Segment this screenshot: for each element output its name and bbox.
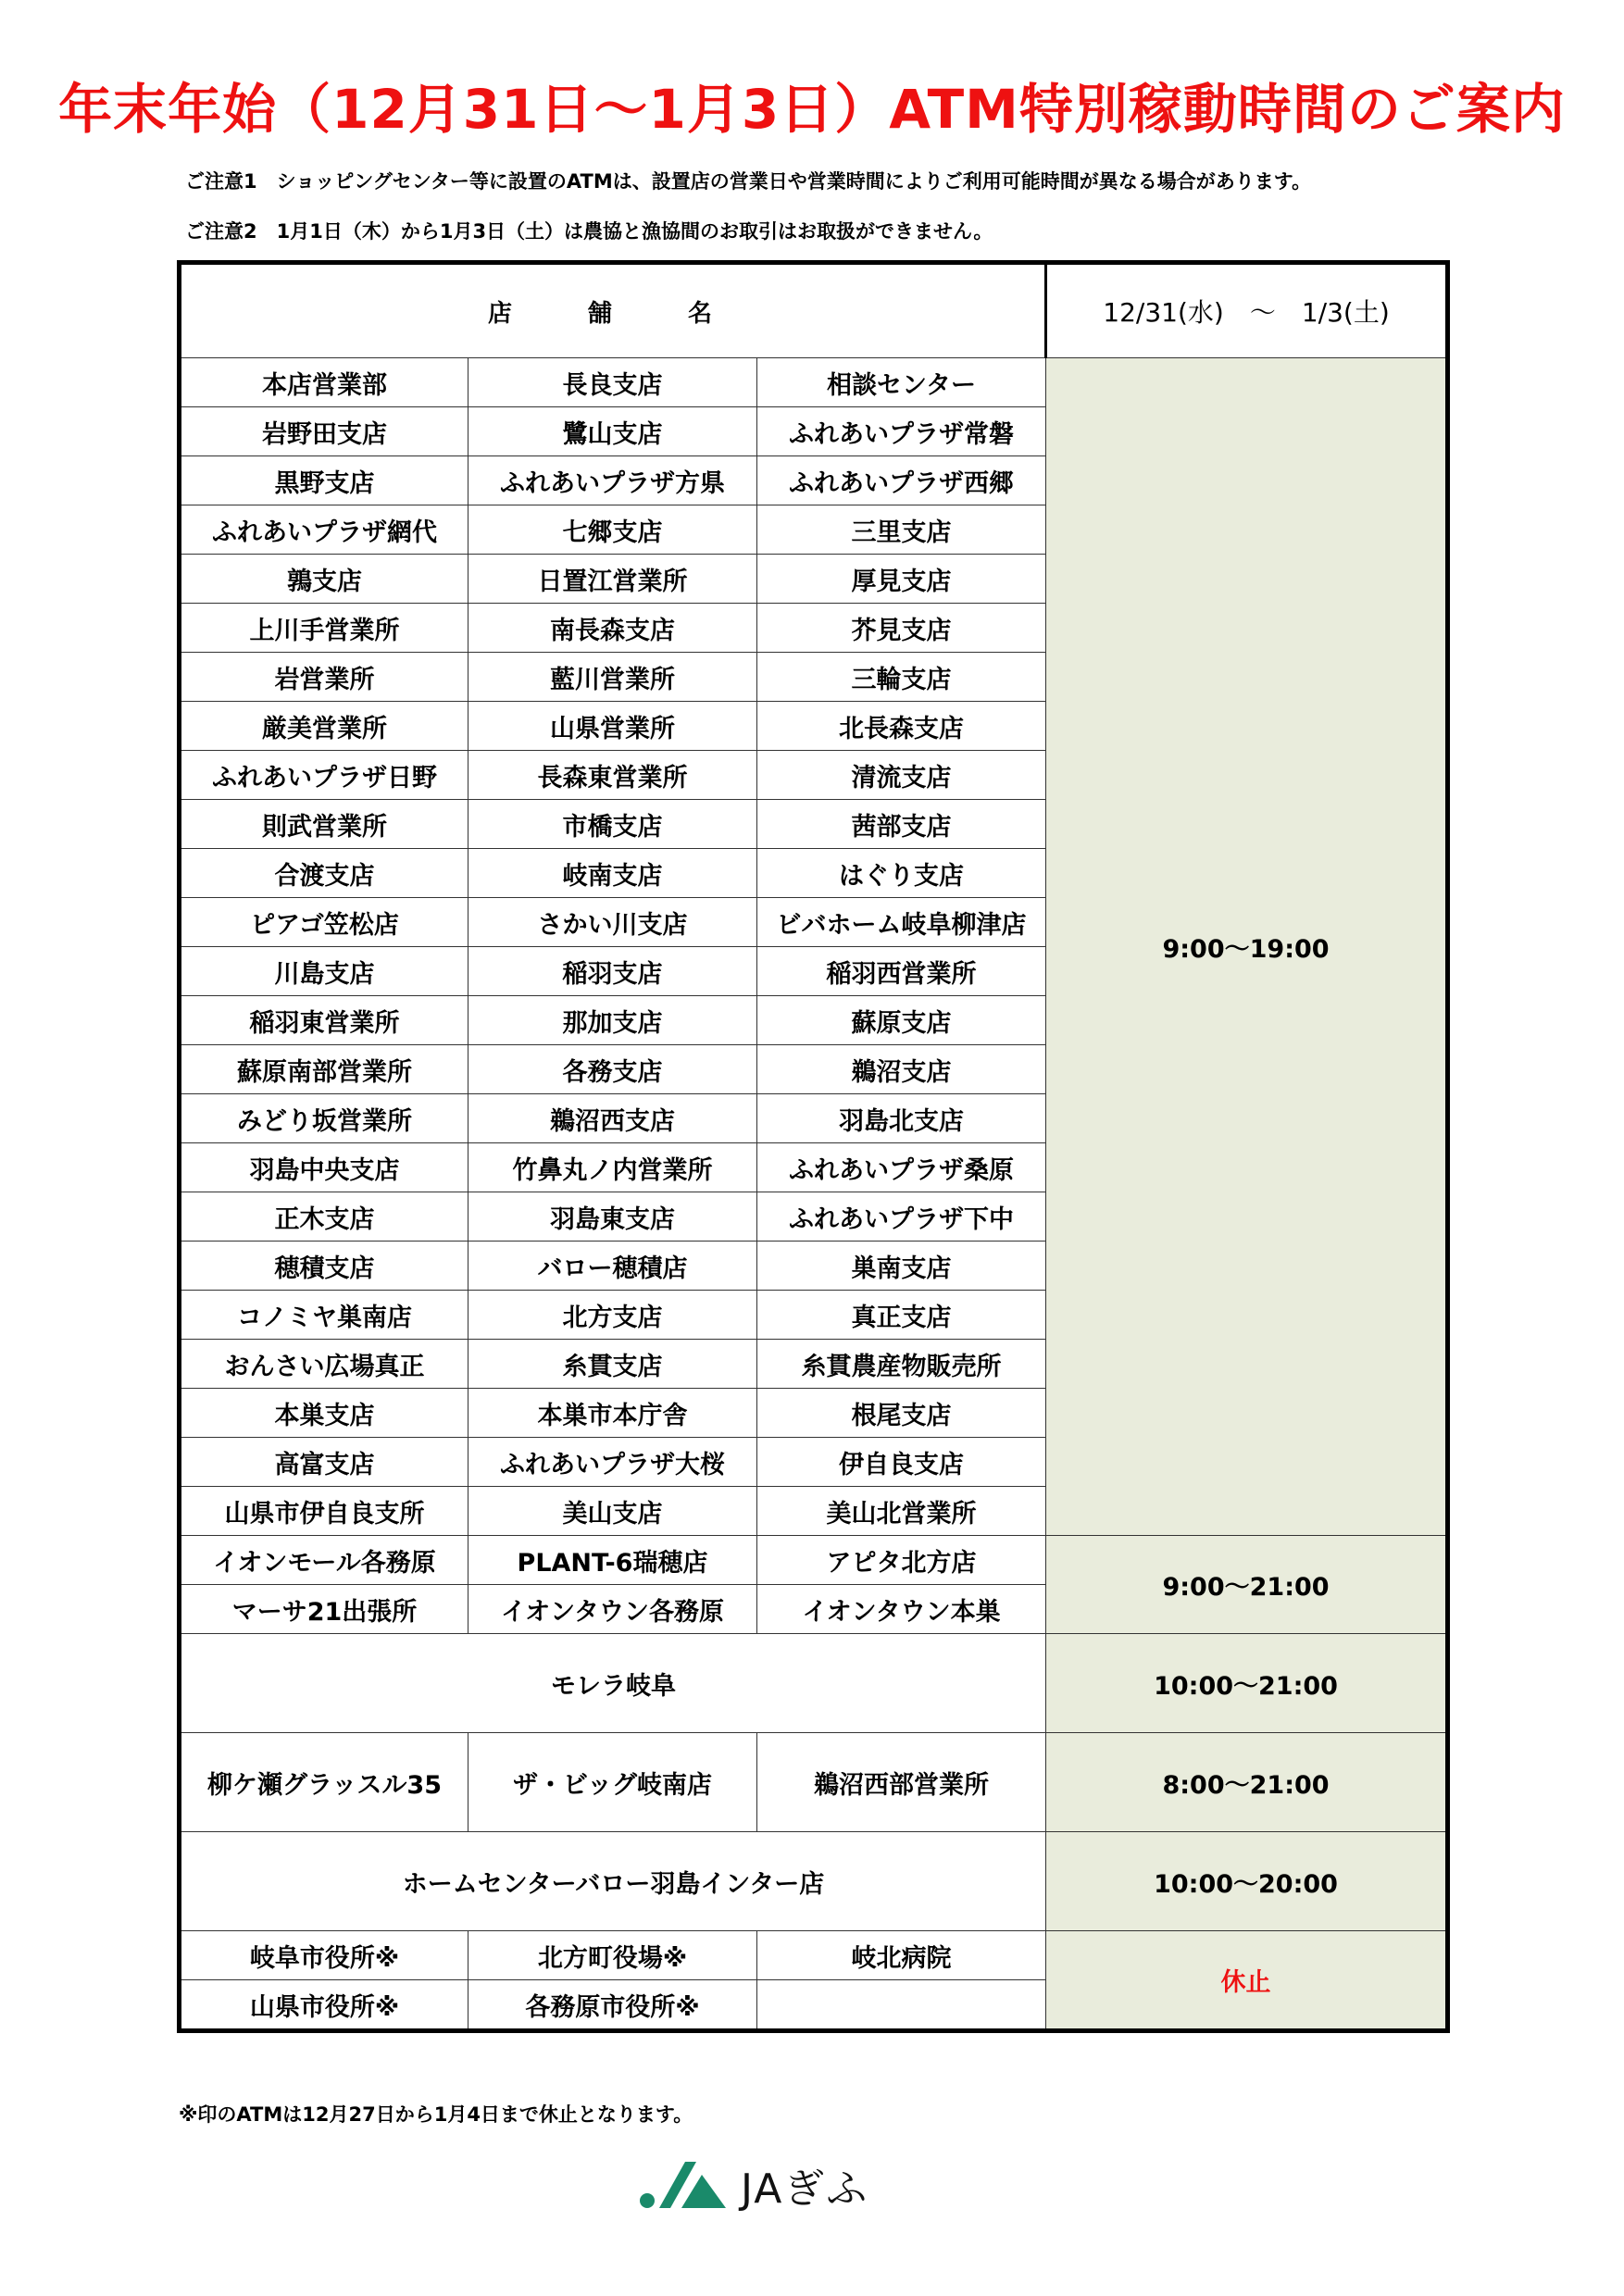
store-name: 糸貫支店 bbox=[468, 1340, 757, 1389]
store-name: 鵜沼西支店 bbox=[468, 1094, 757, 1143]
store-name: 北長森支店 bbox=[757, 702, 1046, 751]
store-name: ふれあいプラザ桑原 bbox=[757, 1143, 1046, 1192]
store-name: ふれあいプラザ常磐 bbox=[757, 407, 1046, 456]
store-name: 穂積支店 bbox=[180, 1242, 468, 1291]
hours-cell: 10:00～20:00 bbox=[1046, 1832, 1448, 1931]
store-name: 那加支店 bbox=[468, 996, 757, 1045]
store-name: イオンタウン本巣 bbox=[757, 1585, 1046, 1634]
store-name: 正木支店 bbox=[180, 1192, 468, 1242]
store-name: はぐり支店 bbox=[757, 849, 1046, 898]
store-name: 鵜沼西部営業所 bbox=[757, 1733, 1046, 1832]
footnote: ※印のATMは12月27日から1月4日まで休止となります。 bbox=[179, 2103, 693, 2126]
store-name: 黒野支店 bbox=[180, 456, 468, 505]
ja-gifu-logo bbox=[639, 2152, 868, 2217]
store-name: 厚見支店 bbox=[757, 555, 1046, 604]
store-name: ふれあいプラザ大桜 bbox=[468, 1438, 757, 1487]
store-name: 岩野田支店 bbox=[180, 407, 468, 456]
store-name: 羽島中央支店 bbox=[180, 1143, 468, 1192]
closed-label: 休止 bbox=[1046, 1931, 1448, 2031]
store-name: 藍川営業所 bbox=[468, 653, 757, 702]
table-row bbox=[180, 1536, 1448, 1585]
store-name: 三輪支店 bbox=[757, 653, 1046, 702]
hours-cell: 8:00～21:00 bbox=[1046, 1733, 1448, 1832]
store-name: 北方支店 bbox=[468, 1291, 757, 1340]
store-name: 厳美営業所 bbox=[180, 702, 468, 751]
store-name: 伊自良支店 bbox=[757, 1438, 1046, 1487]
store-name: 日置江営業所 bbox=[468, 555, 757, 604]
table-row bbox=[180, 358, 1448, 407]
store-name: ふれあいプラザ方県 bbox=[468, 456, 757, 505]
store-name: ふれあいプラザ日野 bbox=[180, 751, 468, 800]
store-name: おんさい広場真正 bbox=[180, 1340, 468, 1389]
table-row bbox=[180, 1832, 1448, 1931]
store-name: 稲羽東営業所 bbox=[180, 996, 468, 1045]
store-name: ホームセンターバロー羽島インター店 bbox=[180, 1832, 1046, 1931]
store-name: 岐南支店 bbox=[468, 849, 757, 898]
store-name: バロー穂積店 bbox=[468, 1242, 757, 1291]
store-name: 鶉支店 bbox=[180, 555, 468, 604]
store-name: さかい川支店 bbox=[468, 898, 757, 947]
table-header-row bbox=[180, 263, 1448, 358]
store-name: 各務支店 bbox=[468, 1045, 757, 1094]
store-name: 山県市伊自良支所 bbox=[180, 1487, 468, 1536]
store-name: 竹鼻丸ノ内営業所 bbox=[468, 1143, 757, 1192]
store-name: PLANT-6瑞穂店 bbox=[468, 1536, 757, 1585]
store-name: 美山北営業所 bbox=[757, 1487, 1046, 1536]
store-name: 岐阜市役所※ bbox=[180, 1931, 468, 1980]
store-name: 巣南支店 bbox=[757, 1242, 1046, 1291]
header-period: 12/31(水) ～ 1/3(土) bbox=[1046, 263, 1448, 358]
page-title: 年末年始（12月31日～1月3日）ATM特別稼動時間のご案内 bbox=[58, 78, 1566, 141]
store-name: 稲羽支店 bbox=[468, 947, 757, 996]
store-name: アピタ北方店 bbox=[757, 1536, 1046, 1585]
store-name: 蘇原南部営業所 bbox=[180, 1045, 468, 1094]
header-store-name: 店 舗 名 bbox=[180, 263, 1046, 358]
store-name: 稲羽西営業所 bbox=[757, 947, 1046, 996]
store-name: 糸貫農産物販売所 bbox=[757, 1340, 1046, 1389]
store-name: 川島支店 bbox=[180, 947, 468, 996]
store-name: イオンタウン各務原 bbox=[468, 1585, 757, 1634]
store-name: 南長森支店 bbox=[468, 604, 757, 653]
store-name: 岐北病院 bbox=[757, 1931, 1046, 1980]
store-name: 各務原市役所※ bbox=[468, 1980, 757, 2031]
store-name: 茜部支店 bbox=[757, 800, 1046, 849]
store-name: 岩営業所 bbox=[180, 653, 468, 702]
logo-text: JAぎふ bbox=[741, 2165, 869, 2213]
store-name: 鷺山支店 bbox=[468, 407, 757, 456]
store-name: 則武営業所 bbox=[180, 800, 468, 849]
store-name: 鵜沼支店 bbox=[757, 1045, 1046, 1094]
store-name: 山県営業所 bbox=[468, 702, 757, 751]
atm-hours-table bbox=[177, 260, 1450, 2033]
note-1: ご注意1 ショッピングセンター等に設置のATMは、設置店の営業日や営業時間によりご利用可能時間が異なる場合があります。 bbox=[185, 170, 1312, 193]
store-name: 羽島東支店 bbox=[468, 1192, 757, 1242]
hours-cell: 9:00～21:00 bbox=[1046, 1536, 1448, 1634]
ja-logo-icon bbox=[639, 2160, 728, 2210]
store-name: コノミヤ巣南店 bbox=[180, 1291, 468, 1340]
store-name: 羽島北支店 bbox=[757, 1094, 1046, 1143]
store-name: 蘇原支店 bbox=[757, 996, 1046, 1045]
store-name: 美山支店 bbox=[468, 1487, 757, 1536]
store-name: 清流支店 bbox=[757, 751, 1046, 800]
store-name: ピアゴ笠松店 bbox=[180, 898, 468, 947]
store-name: 市橋支店 bbox=[468, 800, 757, 849]
store-name: みどり坂営業所 bbox=[180, 1094, 468, 1143]
store-name: ふれあいプラザ下中 bbox=[757, 1192, 1046, 1242]
store-name: 本巣市本庁舎 bbox=[468, 1389, 757, 1438]
store-name: ビバホーム岐阜柳津店 bbox=[757, 898, 1046, 947]
store-name: モレラ岐阜 bbox=[180, 1634, 1046, 1733]
store-name: 根尾支店 bbox=[757, 1389, 1046, 1438]
store-name: 七郷支店 bbox=[468, 505, 757, 555]
store-name: 北方町役場※ bbox=[468, 1931, 757, 1980]
hours-cell: 10:00～21:00 bbox=[1046, 1634, 1448, 1733]
store-name: 合渡支店 bbox=[180, 849, 468, 898]
table-row bbox=[180, 1931, 1448, 1980]
store-name: 真正支店 bbox=[757, 1291, 1046, 1340]
table-row bbox=[180, 1634, 1448, 1733]
store-name: 本巣支店 bbox=[180, 1389, 468, 1438]
store-name: ザ・ビッグ岐南店 bbox=[468, 1733, 757, 1832]
store-name: 長森東営業所 bbox=[468, 751, 757, 800]
hours-cell: 9:00～19:00 bbox=[1046, 358, 1448, 1536]
store-name: イオンモール各務原 bbox=[180, 1536, 468, 1585]
store-name: 山県市役所※ bbox=[180, 1980, 468, 2031]
note-2: ご注意2 1月1日（木）から1月3日（土）は農協と漁協間のお取引はお取扱ができません。 bbox=[185, 220, 993, 243]
store-name: 本店営業部 bbox=[180, 358, 468, 407]
store-name: 長良支店 bbox=[468, 358, 757, 407]
store-name: マーサ21出張所 bbox=[180, 1585, 468, 1634]
store-name: ふれあいプラザ網代 bbox=[180, 505, 468, 555]
store-name: 芥見支店 bbox=[757, 604, 1046, 653]
store-name: 上川手営業所 bbox=[180, 604, 468, 653]
store-name: 三里支店 bbox=[757, 505, 1046, 555]
store-name: ふれあいプラザ西郷 bbox=[757, 456, 1046, 505]
store-name: 柳ケ瀬グラッスル35 bbox=[180, 1733, 468, 1832]
store-name: 相談センター bbox=[757, 358, 1046, 407]
table-row bbox=[180, 1733, 1448, 1832]
store-name: 高富支店 bbox=[180, 1438, 468, 1487]
store-name bbox=[757, 1980, 1046, 2031]
